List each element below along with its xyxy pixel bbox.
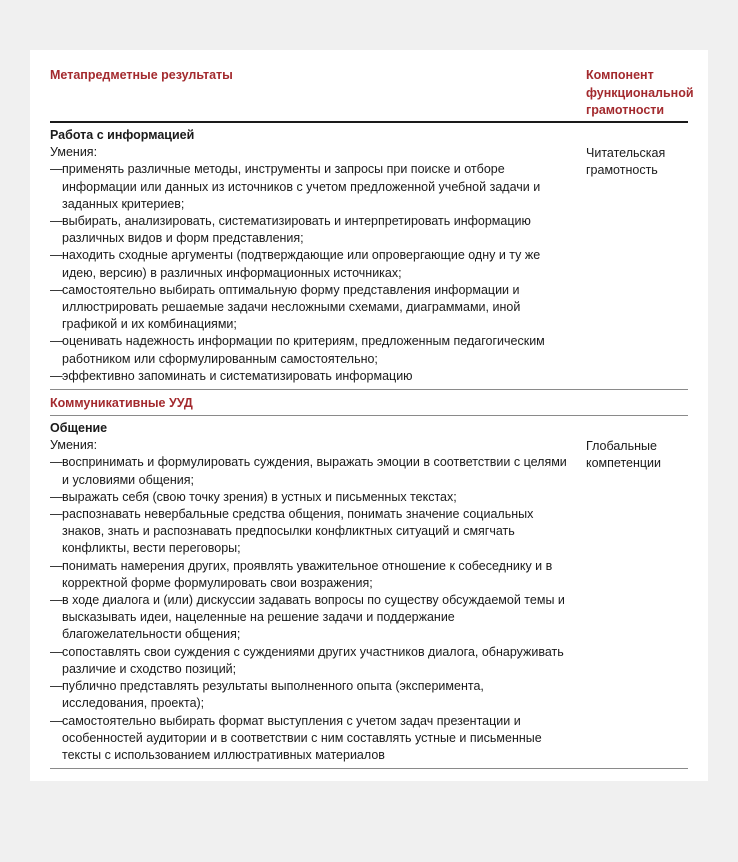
section-communication <box>50 416 688 769</box>
skills-label: Умения: <box>50 145 98 160</box>
category-row <box>50 390 688 416</box>
list-item: — находить сходные аргументы (подтверждающие или опровергающие одну и ту же идею, версию) в различных информационных источниках; <box>50 247 586 281</box>
table-header <box>50 50 694 123</box>
category-title: Коммуникативные УУД <box>50 396 193 411</box>
document-page <box>30 50 708 781</box>
header-literacy-component: Компонент функциональной грамотности <box>586 68 694 117</box>
list-item: — понимать намерения других, проявлять уважительное отношение к собеседнику и в корректной форме формулировать свои возражения; <box>50 558 586 592</box>
skills-list <box>50 454 586 764</box>
list-item: — воспринимать и формулировать суждения, выражать эмоции в соответствии с целями и условиями общения; <box>50 454 586 488</box>
list-item: — выражать себя (свою точку зрения) в устных и письменных текстах; <box>50 489 586 506</box>
skills-list <box>50 161 586 385</box>
list-item: — выбирать, анализировать, систематизировать и интерпретировать информацию различных видов и форм представления; <box>50 213 586 247</box>
list-item: — сопоставлять свои суждения с суждениями других участников диалога, обнаруживать различие и сходство позиций; <box>50 644 586 678</box>
list-item: — публично представлять результаты выполненного опыта (эксперимента, исследования, проекта); <box>50 678 586 712</box>
section-title: Работа с информацией <box>50 128 195 142</box>
section-title: Общение <box>50 421 108 436</box>
list-item: — применять различные методы, инструменты и запросы при поиске и отборе информации или данных из источников с учетом предложенной учебной задачи и заданных критериев; <box>50 161 586 213</box>
list-item: — самостоятельно выбирать формат выступления с учетом задач презентации и особенностей аудитории и в соответствии с ним составлять устные и письменные тексты с использованием иллюстративных материалов <box>50 713 586 765</box>
list-item: — распознавать невербальные средства общения, понимать значение социальных знаков, знать и распознавать предпосылки конфликтных ситуаций и смягчать конфликты, вести переговоры; <box>50 506 586 558</box>
list-item: — самостоятельно выбирать оптимальную форму представления информации и иллюстрировать решаемые задачи несложными схемами, диаграммами, иной графикой и их комбинациями; <box>50 282 586 334</box>
list-item: — в ходе диалога и (или) дискуссии задавать вопросы по существу обсуждаемой темы и высказывать идеи, нацеленные на решение задачи и поддержание благожелательности общения; <box>50 592 586 644</box>
section-information <box>50 123 688 390</box>
results-table <box>50 50 694 769</box>
list-item: — оценивать надежность информации по критериям, предложенным педагогическим работником или сформулированным самостоятельно; <box>50 333 586 367</box>
header-metasubject-results: Метапредметные результаты <box>50 68 233 82</box>
list-item: — эффективно запоминать и систематизировать информацию <box>50 368 586 385</box>
literacy-component: Глобальные компетенции <box>586 439 662 471</box>
literacy-component: Читательская грамотность <box>586 146 666 178</box>
skills-label: Умения: <box>50 438 98 453</box>
